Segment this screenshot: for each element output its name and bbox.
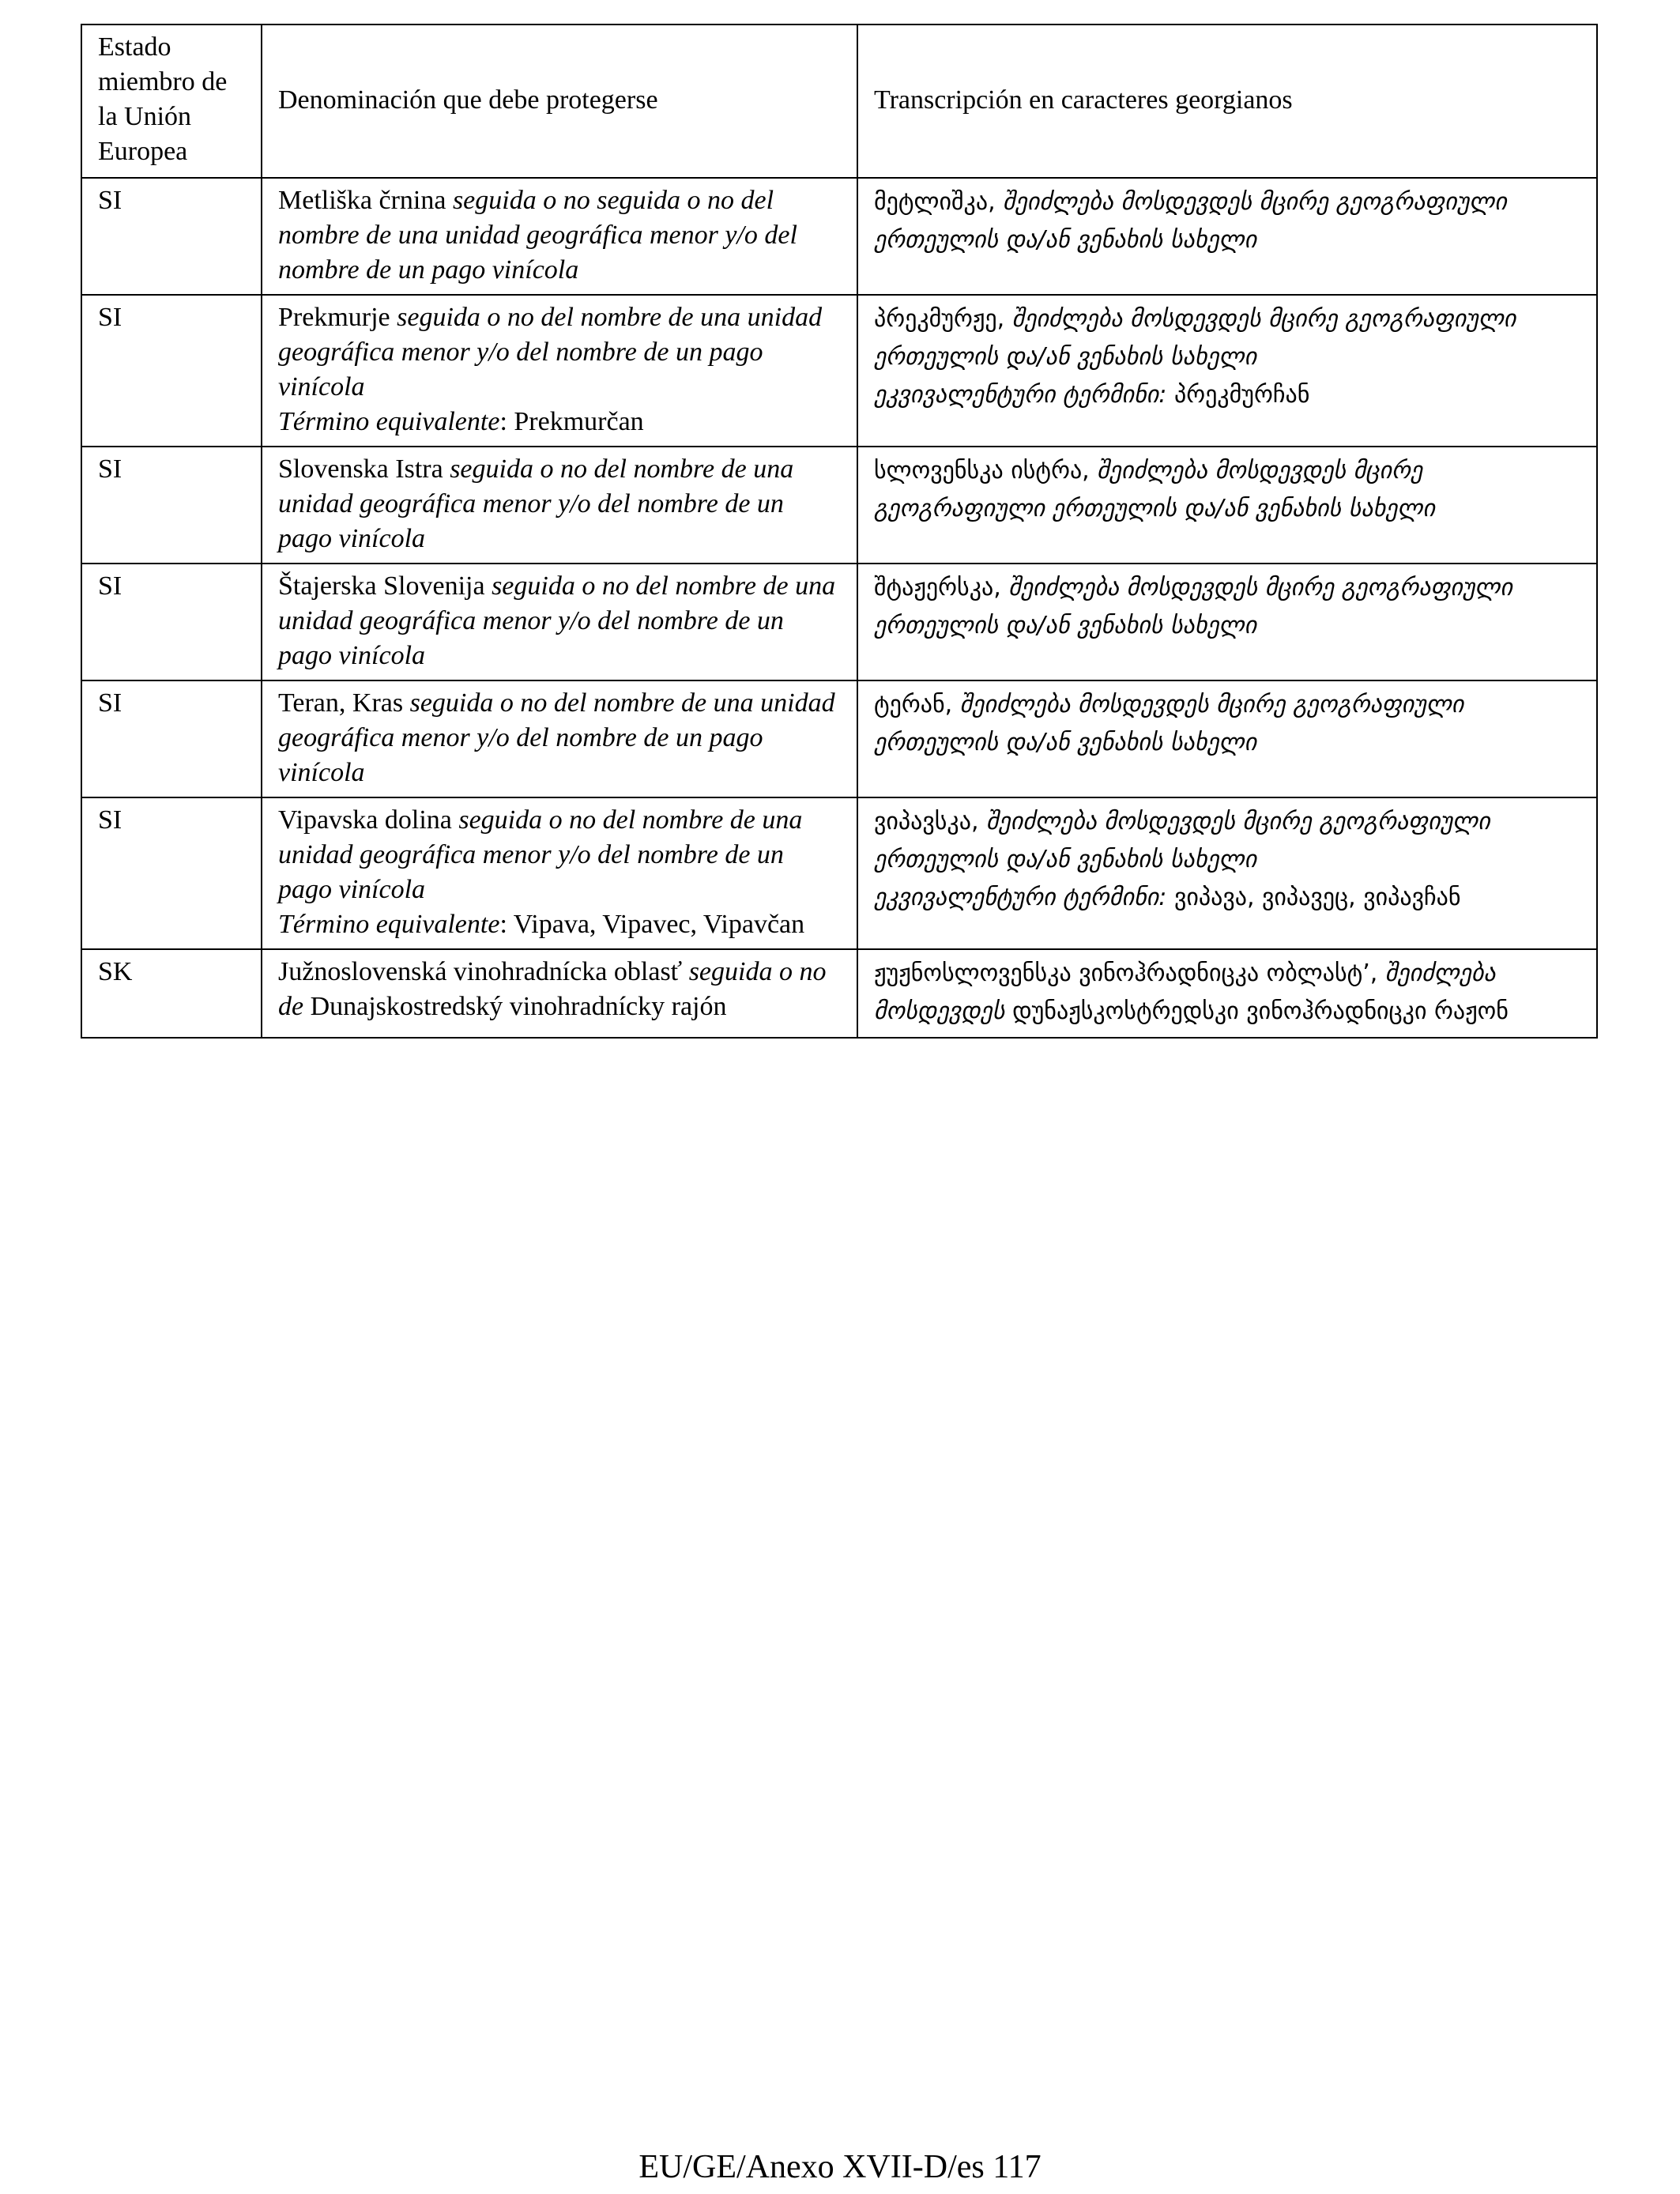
table-row (81, 797, 1597, 949)
transcription-equivalent-line (874, 376, 1580, 414)
transcription-qualifier: შეიძლება მოსდევდეს (874, 959, 1496, 1025)
denomination-name: Štajerska Slovenija (278, 571, 485, 601)
denomination-cell (262, 295, 857, 447)
transcription-cell (857, 797, 1597, 949)
denomination-name-secondary: Dunajskostredský vinohradnícky rajón (310, 992, 727, 1021)
table-row (81, 949, 1597, 1038)
transcription-equivalent-label: ეკვივალენტური ტერმინი: (874, 884, 1167, 911)
member-state-cell: SI (81, 178, 262, 295)
table-row (81, 680, 1597, 797)
table-header-row (81, 25, 1597, 178)
equivalent-term-label: Término equivalente (278, 407, 500, 436)
table-row (81, 564, 1597, 680)
equivalent-term-value: : Prekmurčan (499, 407, 644, 436)
transcription-equivalent-value: ვიპავა, ვიპავეც, ვიპავჩან (1173, 884, 1461, 911)
denomination-name: Vipavska dolina (278, 805, 452, 835)
header-transcription: Transcripción en caracteres georgianos (857, 25, 1597, 178)
transcription-name-secondary: დუნაჟსკოსტრედსკი ვინოჰრადნიცკი რაჟონ (1012, 997, 1509, 1025)
transcription-name: მეტლიშკა, (874, 188, 996, 216)
denomination-cell (262, 949, 857, 1038)
table-row (81, 295, 1597, 447)
denomination-name: Slovenska Istra (278, 454, 443, 484)
transcription-cell (857, 680, 1597, 797)
transcription-name: სლოვენსკა ისტრა, (874, 457, 1090, 484)
page-footer: EU/GE/Anexo XVII-D/es 117 (638, 2149, 1042, 2185)
transcription-qualifier: შეიძლება მოსდევდეს მცირე გეოგრაფიული ერთეულის და/ან ვენახის სახელი (874, 691, 1464, 756)
denomination-cell (262, 178, 857, 295)
transcription-name: ჟუჟნოსლოვენსკა ვინოჰრადნიცკა ობლასტ’, (874, 959, 1378, 987)
denomination-cell (262, 564, 857, 680)
transcription-qualifier: შეიძლება მოსდევდეს მცირე გეოგრაფიული ერთეულის და/ან ვენახის სახელი (874, 188, 1507, 254)
denomination-name: Prekmurje (278, 303, 390, 332)
transcription-name: ვიპავსკა, (874, 808, 979, 835)
transcription-equivalent-line (874, 879, 1580, 917)
denomination-qualifier: seguida o no de (278, 957, 827, 1021)
denomination-qualifier: seguida o no del nombre de una unidad geográfica menor y/o del nombre de un pago vinícola (278, 571, 836, 670)
denomination-cell (262, 447, 857, 564)
transcription-name: პრეკმურჟე, (874, 305, 1005, 333)
transcription-cell (857, 295, 1597, 447)
member-state-cell: SK (81, 949, 262, 1038)
transcription-cell (857, 447, 1597, 564)
geographical-indications-table (81, 24, 1598, 1039)
equivalent-term-label: Término equivalente (278, 910, 500, 939)
transcription-equivalent-label: ეკვივალენტური ტერმინი: (874, 381, 1167, 409)
transcription-name: ტერან, (874, 691, 953, 718)
denomination-qualifier: seguida o no del nombre de una unidad geográfica menor y/o del nombre de un pago vinícola (278, 688, 835, 787)
transcription-cell (857, 178, 1597, 295)
transcription-cell (857, 949, 1597, 1038)
equivalent-term-line (278, 907, 841, 942)
denomination-name: Južnoslovenská vinohradnícka oblasť (278, 957, 683, 986)
member-state-cell: SI (81, 680, 262, 797)
table-row (81, 447, 1597, 564)
denomination-qualifier: seguida o no del nombre de una unidad geográfica menor y/o del nombre de un pago vinícola (278, 303, 823, 401)
member-state-cell: SI (81, 797, 262, 949)
denomination-cell (262, 797, 857, 949)
equivalent-term-line (278, 405, 841, 439)
transcription-cell (857, 564, 1597, 680)
member-state-cell: SI (81, 447, 262, 564)
header-member-state: Estado miembro de la Unión Europea (81, 25, 262, 178)
denomination-qualifier: seguida o no del nombre de una unidad geográfica menor y/o del nombre de un pago vinícola (278, 454, 794, 553)
transcription-name: შტაჟერსკა, (874, 574, 1001, 601)
member-state-cell: SI (81, 564, 262, 680)
transcription-qualifier: შეიძლება მოსდევდეს მცირე გეოგრაფიული ერთეულის და/ან ვენახის სახელი (874, 457, 1435, 522)
equivalent-term-value: : Vipava, Vipavec, Vipavčan (499, 910, 805, 939)
transcription-qualifier: შეიძლება მოსდევდეს მცირე გეოგრაფიული ერთეულის და/ან ვენახის სახელი (874, 574, 1513, 639)
denomination-qualifier: seguida o no seguida o no del nombre de una unidad geográfica menor y/o del nombre de un pago vinícola (278, 186, 797, 285)
transcription-qualifier: შეიძლება მოსდევდეს მცირე გეოგრაფიული ერთეულის და/ან ვენახის სახელი (874, 808, 1490, 873)
member-state-cell: SI (81, 295, 262, 447)
denomination-qualifier: seguida o no del nombre de una unidad geográfica menor y/o del nombre de un pago vinícola (278, 805, 803, 904)
denomination-name: Metliška črnina (278, 186, 446, 215)
header-denomination: Denominación que debe protegerse (262, 25, 857, 178)
table-row (81, 178, 1597, 295)
transcription-qualifier: შეიძლება მოსდევდეს მცირე გეოგრაფიული ერთეულის და/ან ვენახის სახელი (874, 305, 1516, 371)
denomination-name: Teran, Kras (278, 688, 404, 718)
transcription-equivalent-value: პრეკმურჩან (1173, 381, 1310, 409)
denomination-cell (262, 680, 857, 797)
